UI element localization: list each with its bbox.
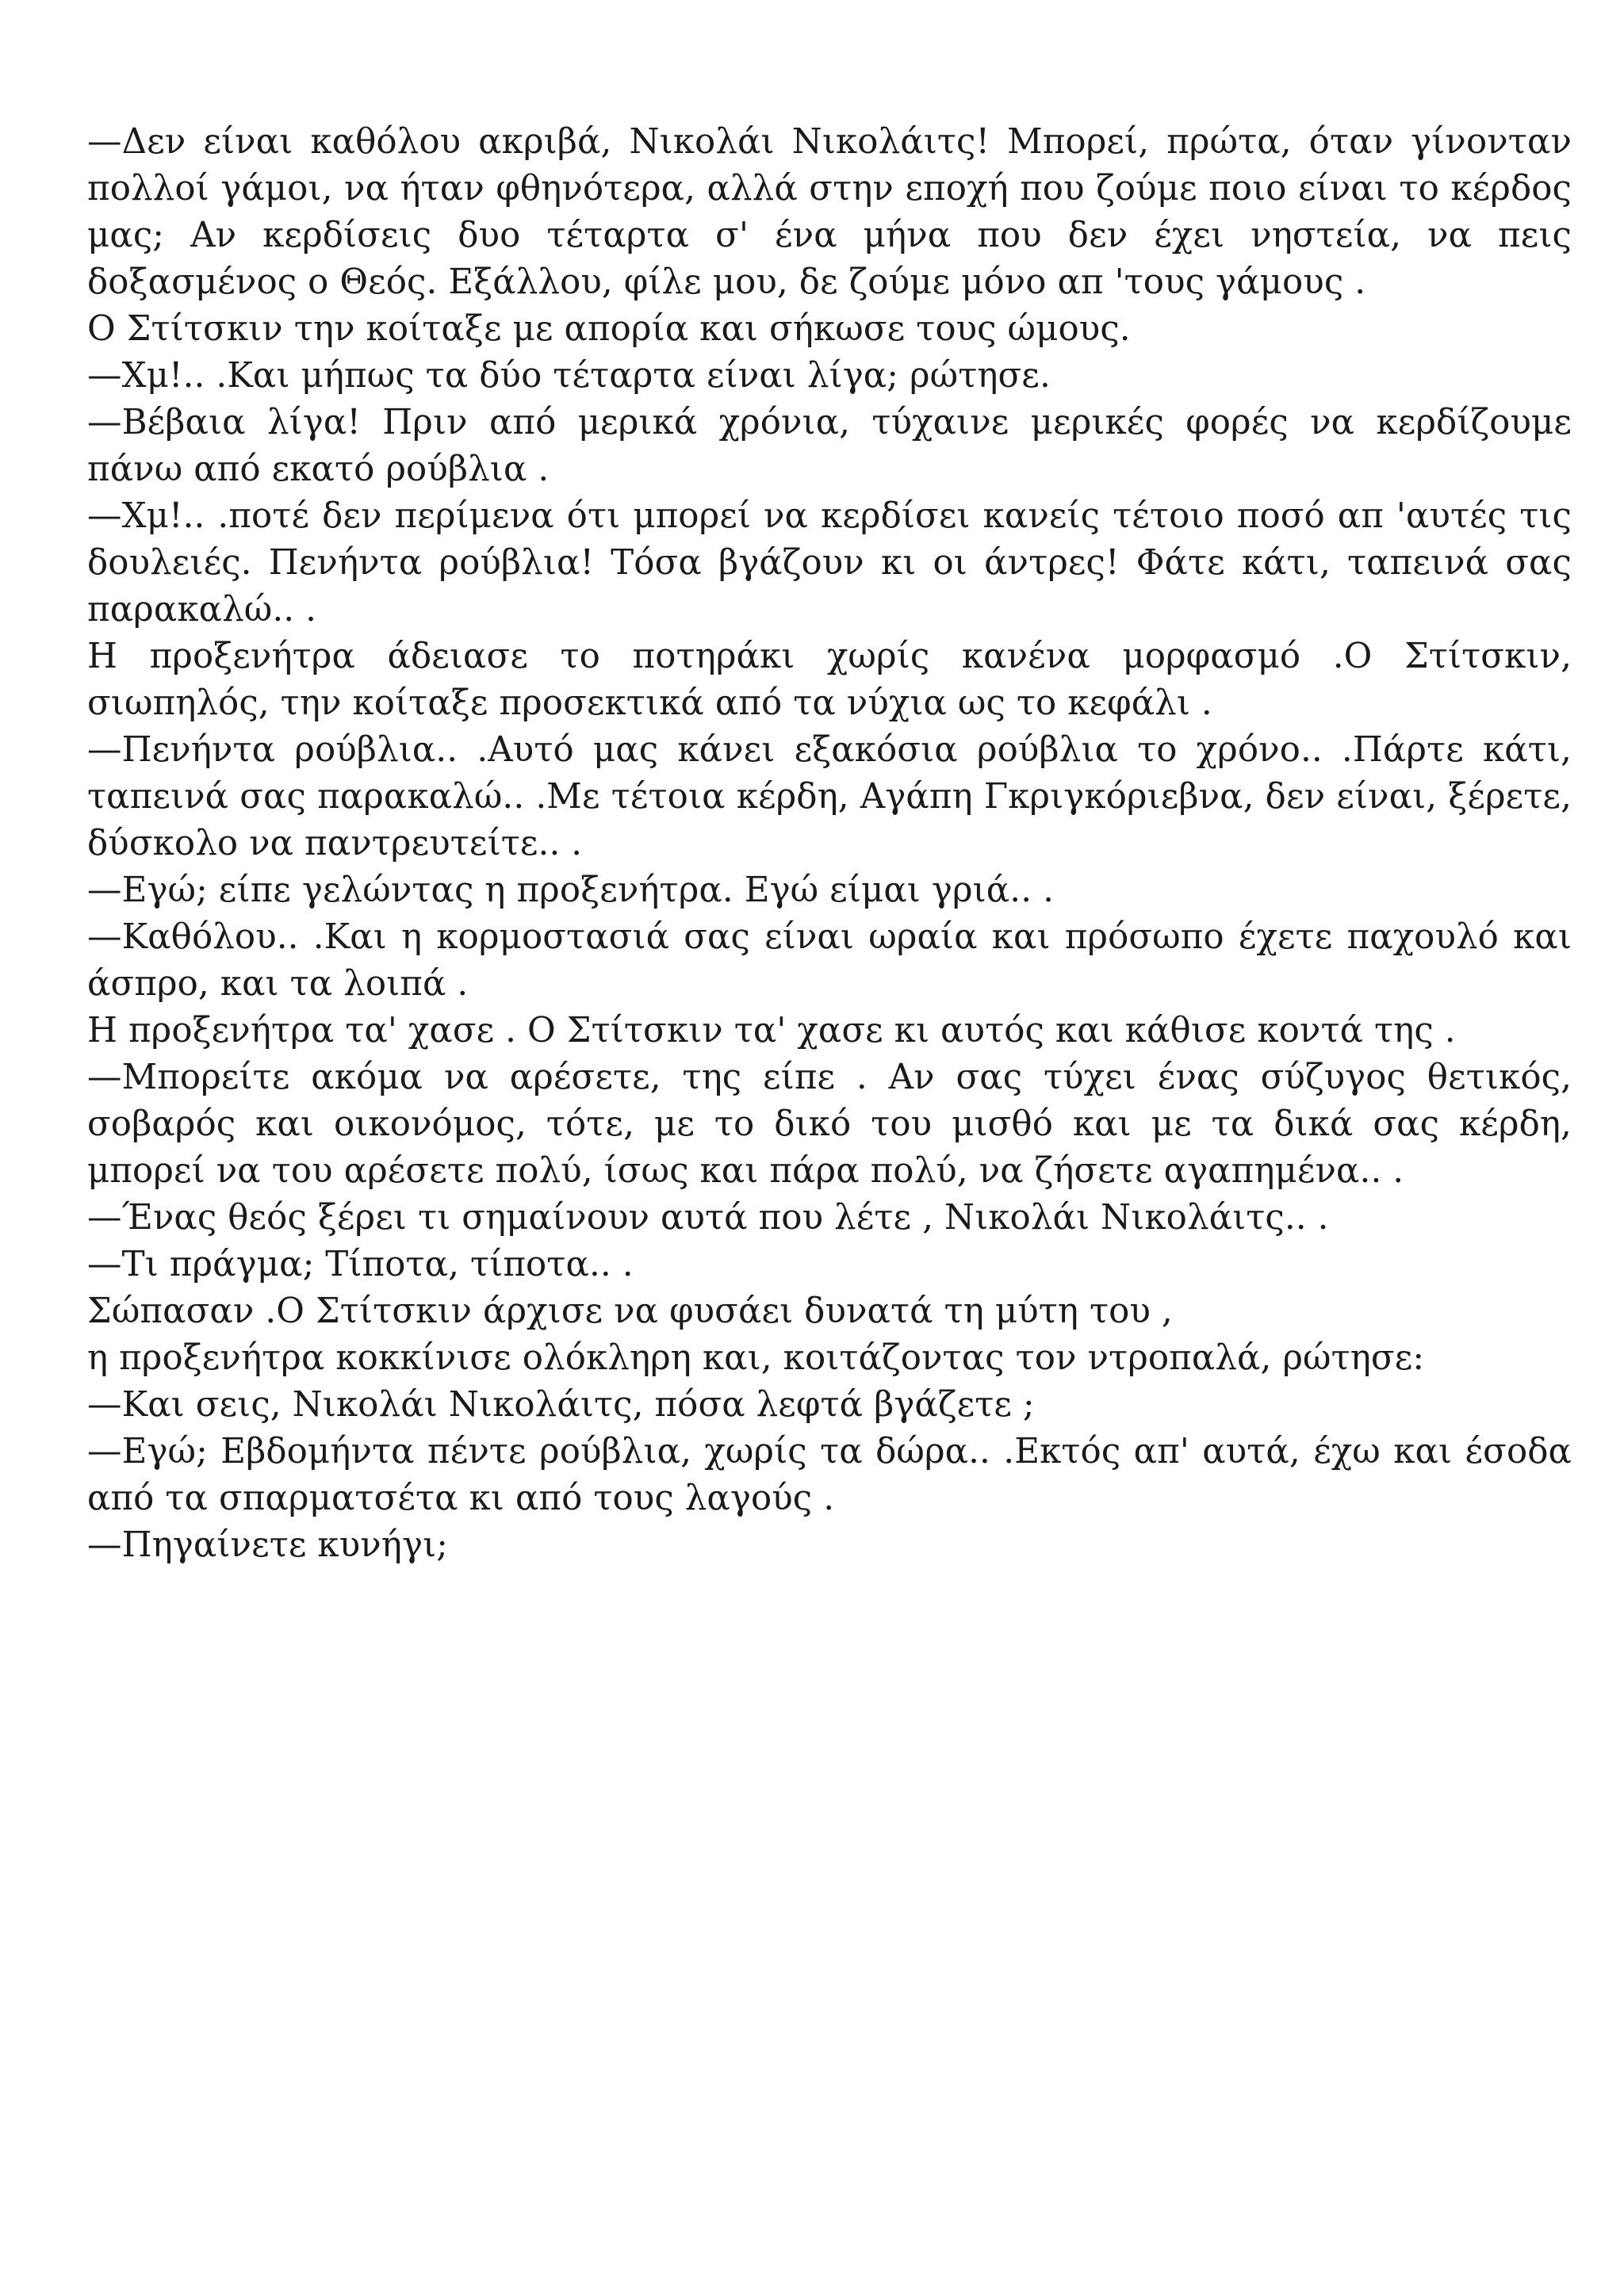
- paragraph: η προξενήτρα κοκκίνισε ολόκληρη και, κοιτάζοντας τον ντροπαλά, ρώτησε:: [87, 1338, 1425, 1378]
- paragraph: —Δεν είναι καθόλου ακριβά, Νικολάι Νικολάιτς! Μπορεί, πρώτα, όταν γίνονταν πολλοί γάμοι, να ήταν φθηνότερα, αλλά στην εποχή που ζούμε ποιο είναι το κέρδος μας; Αν κερδίσεις δυο τέταρτα σ' ένα μήνα που δεν έχει νηστεία, να πεις δοξασμένος ο Θεός. Εξάλλου, φίλε μου, δε ζούμε μόνο απ 'τους γάμους .: [87, 122, 1572, 302]
- paragraph: —Βέβαια λίγα! Πριν από μερικά χρόνια, τύχαινε μερικές φορές να κερδίζουμε πάνω από εκατό ρούβλια .: [87, 403, 1572, 489]
- document-page: [87, 119, 1572, 1569]
- paragraph: —Ένας θεός ξέρει τι σημαίνουν αυτά που λέτε , Νικολάι Νικολάιτς.. .: [87, 1198, 1329, 1238]
- paragraph: —Χμ!.. .Και μήπως τα δύο τέταρτα είναι λίγα; ρώτησε.: [87, 356, 1051, 396]
- paragraph: Η προξενήτρα άδειασε το ποτηράκι χωρίς κανένα μορφασμό .Ο Στίτσκιν, σιωπηλός, την κοίταξε προσεκτικά από τα νύχια ως το κεφάλι .: [87, 637, 1572, 723]
- paragraph: —Καθόλου.. .Και η κορμοστασιά σας είναι ωραία και πρόσωπο έχετε παχουλό και άσπρο, και τα λοιπά .: [87, 917, 1572, 1004]
- paragraph: —Πενήντα ρούβλια.. .Αυτό μας κάνει εξακόσια ρούβλια το χρόνο.. .Πάρτε κάτι, ταπεινά σας παρακαλώ.. .Με τέτοια κέρδη, Αγάπη Γκριγκόριεβνα, δεν είναι, ξέρετε, δύσκολο να παντρευτείτε.. .: [87, 730, 1572, 863]
- paragraph: Η προξενήτρα τα' χασε . Ο Στίτσκιν τα' χασε κι αυτός και κάθισε κοντά της .: [87, 1011, 1456, 1050]
- paragraph: —Εγώ; είπε γελώντας η προξενήτρα. Εγώ είμαι γριά.. .: [87, 871, 1054, 910]
- paragraph: —Και σεις, Νικολάι Νικολάιτς, πόσα λεφτά βγάζετε ;: [87, 1385, 1035, 1425]
- paragraph: —Εγώ; Εβδομήντα πέντε ρούβλια, χωρίς τα δώρα.. .Εκτός απ' αυτά, έχω και έσοδα από τα σπαρματσέτα κι από τους λαγούς .: [87, 1432, 1572, 1518]
- paragraph: —Μπορείτε ακόμα να αρέσετε, της είπε . Αν σας τύχει ένας σύζυγος θετικός, σοβαρός και οικονόμος, τότε, με το δικό του μισθό και με τα δικά σας κέρδη, μπορεί να του αρέσετε πολύ, ίσως και πάρα πολύ, να ζήσετε αγαπημένα.. .: [87, 1058, 1572, 1191]
- paragraph: Ο Στίτσκιν την κοίταξε με απορία και σήκωσε τους ώμους.: [87, 309, 1131, 349]
- paragraph: —Χμ!.. .ποτέ δεν περίμενα ότι μπορεί να κερδίσει κανείς τέτοιο ποσό απ 'αυτές τις δουλειές. Πενήντα ρούβλια! Τόσα βγάζουν κι οι άντρες! Φάτε κάτι, ταπεινά σας παρακαλώ.. .: [87, 496, 1572, 629]
- paragraph: —Πηγαίνετε κυνήγι;: [87, 1525, 448, 1565]
- paragraph: Σώπασαν .Ο Στίτσκιν άρχισε να φυσάει δυνατά τη μύτη του ,: [87, 1292, 1173, 1331]
- paragraph: —Τι πράγμα; Τίποτα, τίποτα.. .: [87, 1245, 634, 1284]
